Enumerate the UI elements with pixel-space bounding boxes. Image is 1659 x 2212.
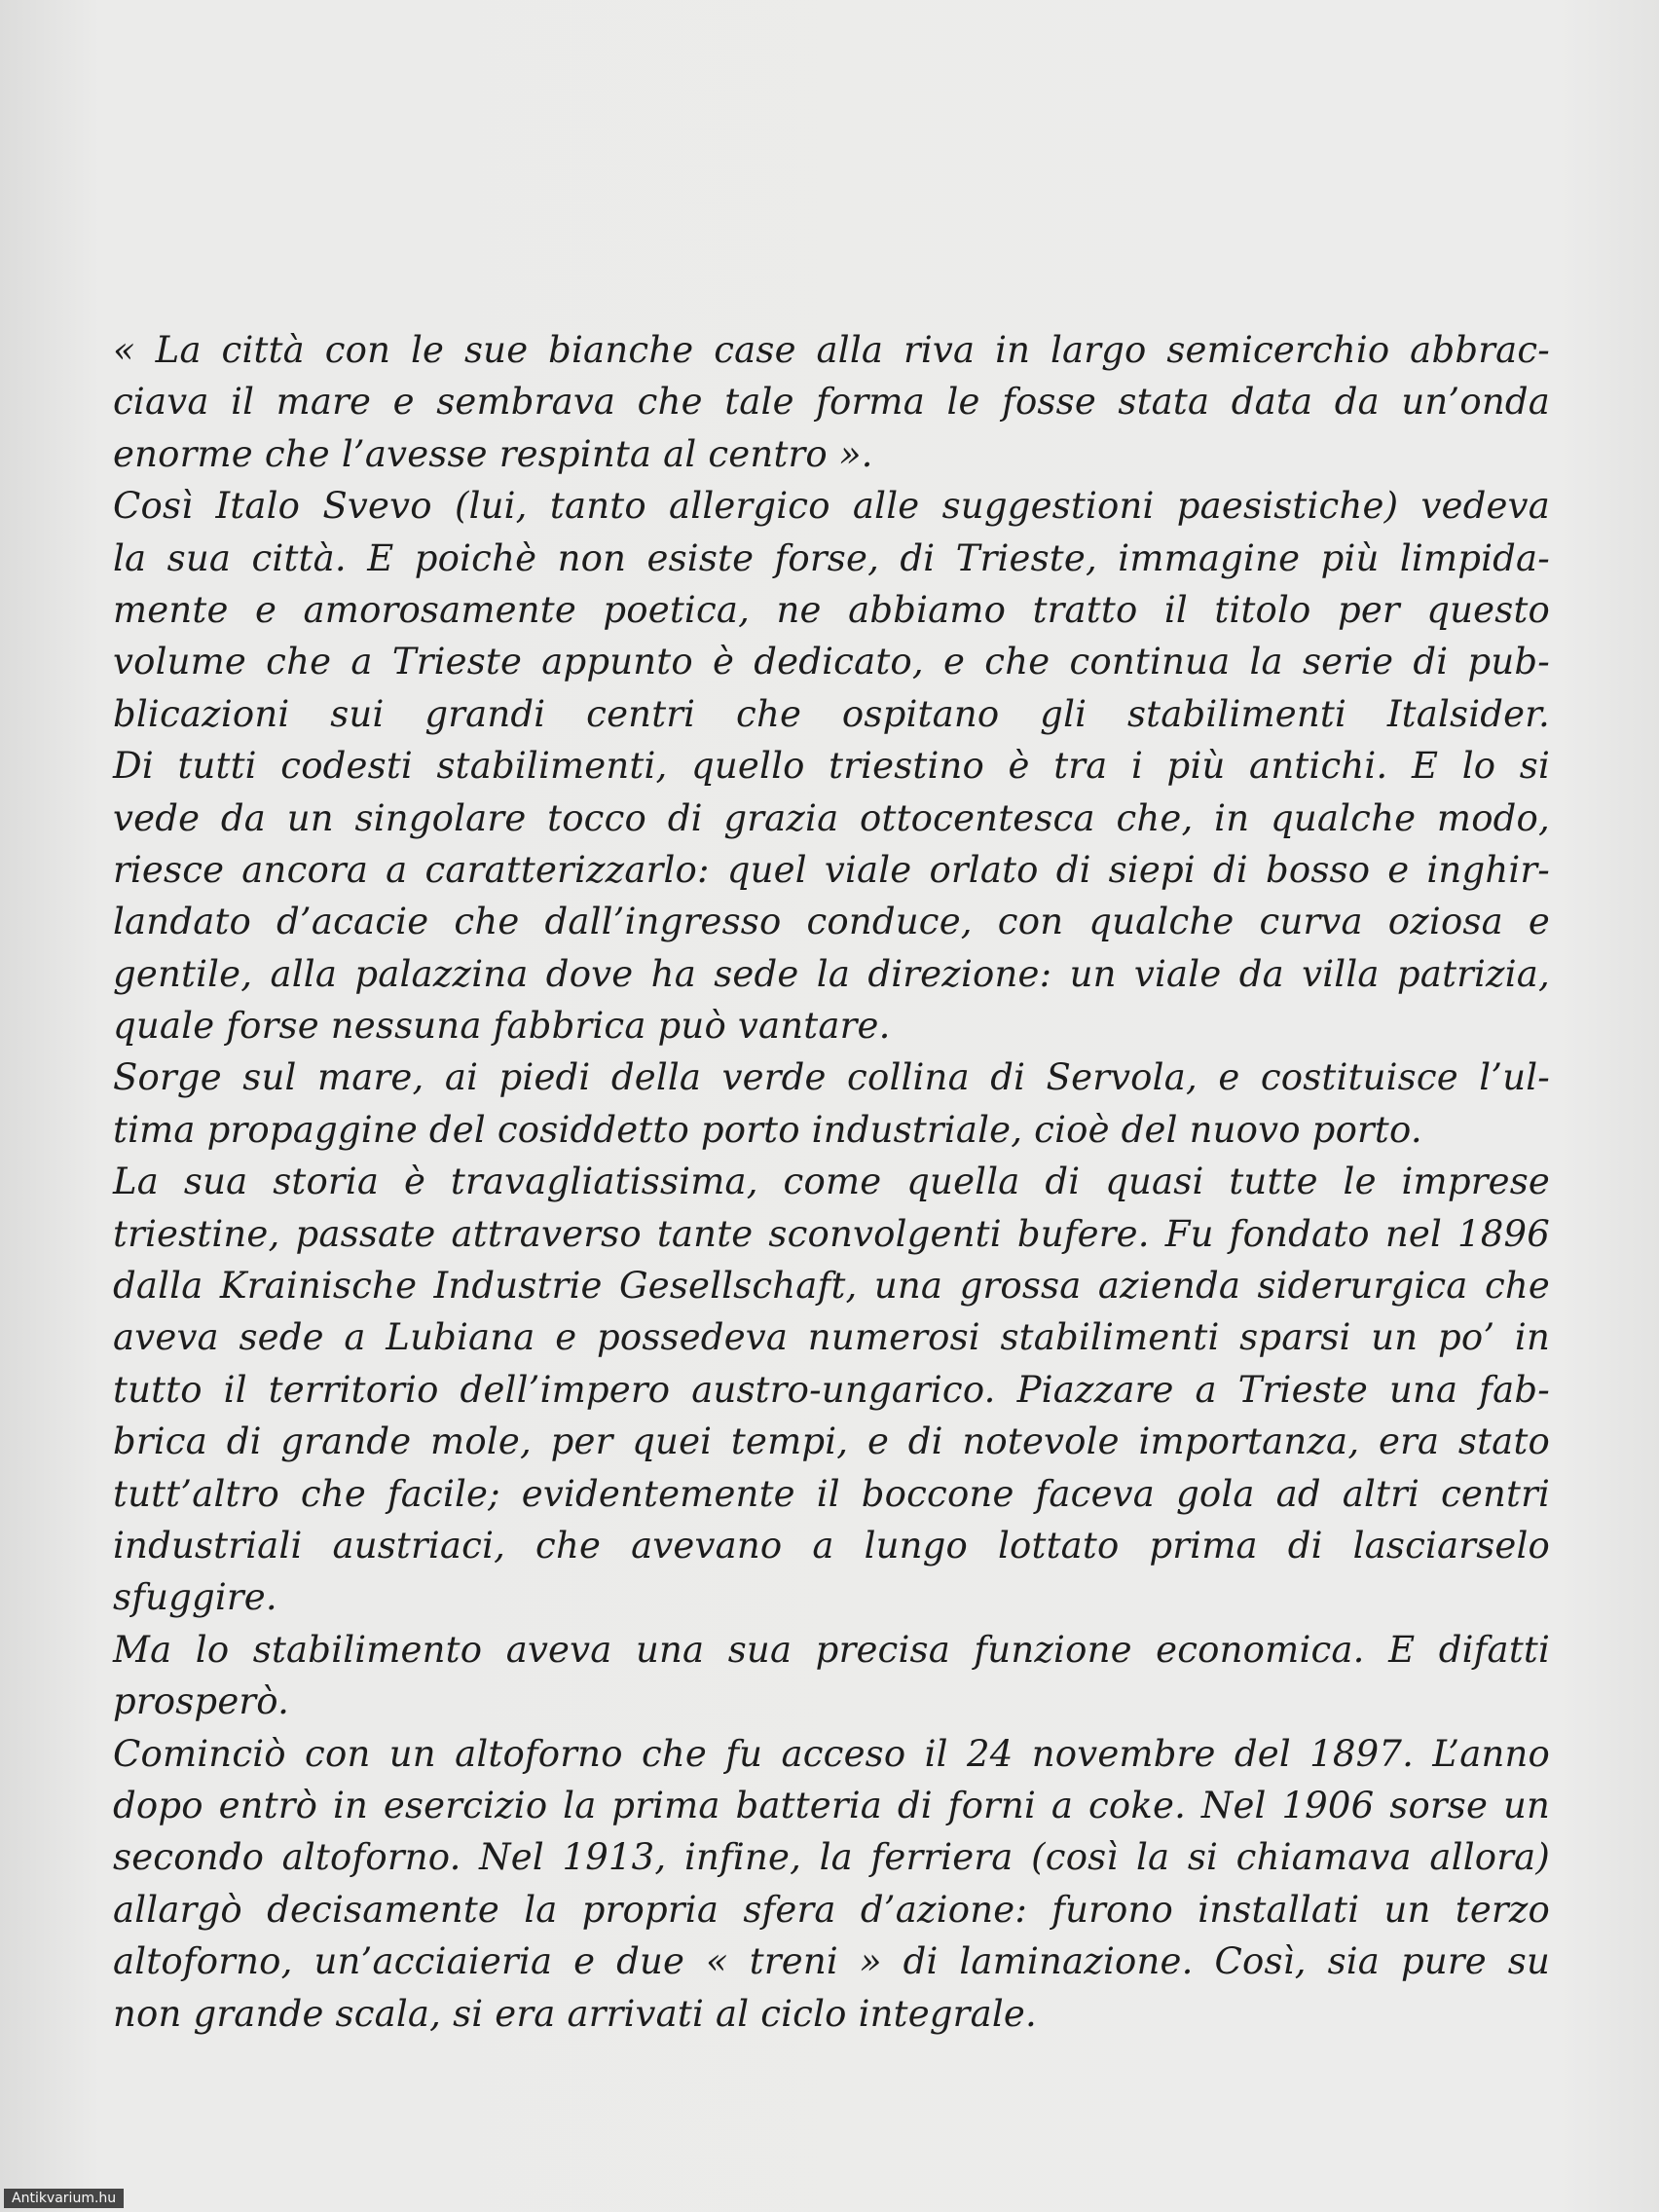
text-line: enorme che l’avesse respinta al centro ».: [113, 432, 873, 475]
text-line: secondo altoforno. Nel 1913, infine, la ferriera (così la si chiamava allora): [113, 1836, 1550, 1879]
site-watermark: Antikvarium.hu: [4, 2189, 124, 2208]
text-line: Così Italo Svevo (lui, tanto allergico alle suggestioni paesistiche) vedeva: [113, 485, 1550, 528]
text-line: industriali austriaci, che avevano a lungo lottato prima di lasciarselo: [113, 1524, 1550, 1567]
text-line: sfuggire.: [113, 1576, 277, 1619]
text-line: la sua città. E poichè non esiste forse, di Trieste, immagine più limpida-: [113, 536, 1550, 579]
text-line: Cominciò con un altoforno che fu acceso il 24 novembre del 1897. L’anno: [113, 1732, 1550, 1775]
text-line: allargò decisamente la propria sfera d’azione: furono installati un terzo: [113, 1888, 1550, 1931]
text-line: brica di grande mole, per quei tempi, e di notevole importanza, era stato: [113, 1420, 1550, 1463]
text-line: dopo entrò in esercizio la prima batteria di forni a coke. Nel 1906 sorse un: [113, 1784, 1550, 1826]
text-line: ciava il mare e sembrava che tale forma le fosse stata data da un’onda: [113, 381, 1550, 424]
text-line: Di tutti codesti stabilimenti, quello triestino è tra i più antichi. E lo si: [113, 745, 1550, 788]
text-line: aveva sede a Lubiana e possedeva numerosi stabilimenti sparsi un po’ in: [113, 1316, 1550, 1359]
text-line: blicazioni sui grandi centri che ospitano gli stabilimenti Italsider.: [113, 692, 1550, 735]
text-line: riesce ancora a caratterizzarlo: quel viale orlato di siepi di bosso e inghir-: [113, 848, 1550, 891]
text-line: tutt’altro che facile; evidentemente il boccone faceva gola ad altri centri: [113, 1472, 1550, 1515]
body-text: [113, 324, 1550, 2040]
text-line: gentile, alla palazzina dove ha sede la direzione: un viale da villa patrizia,: [113, 952, 1550, 995]
text-line: quale forse nessuna fabbrica può vantare.: [113, 1005, 891, 1048]
text-line: tima propaggine del cosiddetto porto industriale, cioè del nuovo porto.: [113, 1108, 1422, 1151]
text-line: volume che a Trieste appunto è dedicato, e che continua la serie di pub-: [113, 641, 1550, 683]
text-line: Ma lo stabilimento aveva una sua precisa funzione economica. E difatti: [113, 1628, 1550, 1671]
text-line: « La città con le sue bianche case alla riva in largo semicerchio abbrac-: [113, 329, 1550, 371]
text-line: Sorge sul mare, ai piedi della verde collina di Servola, e costituisce l’ul-: [113, 1056, 1550, 1099]
text-line: non grande scala, si era arrivati al ciclo integrale.: [113, 1992, 1037, 2035]
text-line: dalla Krainische Industrie Gesellschaft, una grossa azienda siderurgica che: [113, 1265, 1550, 1308]
text-line: prosperò.: [113, 1680, 290, 1723]
text-line: La sua storia è travagliatissima, come quella di quasi tutte le imprese: [113, 1161, 1550, 1203]
text-line: altoforno, un’acciaieria e due « treni » di laminazione. Così, sia pure su: [113, 1940, 1550, 1983]
text-line: landato d’acacie che dall’ingresso conduce, con qualche curva oziosa e: [113, 901, 1550, 943]
text-line: vede da un singolare tocco di grazia ottocentesca che, in qualche modo,: [113, 796, 1550, 839]
text-line: mente e amorosamente poetica, ne abbiamo tratto il titolo per questo: [113, 588, 1550, 631]
text-line: tutto il territorio dell’impero austro-ungarico. Piazzare a Trieste una fab-: [113, 1368, 1550, 1411]
text-line: triestine, passate attraverso tante sconvolgenti bufere. Fu fondato nel 1896: [113, 1212, 1550, 1255]
